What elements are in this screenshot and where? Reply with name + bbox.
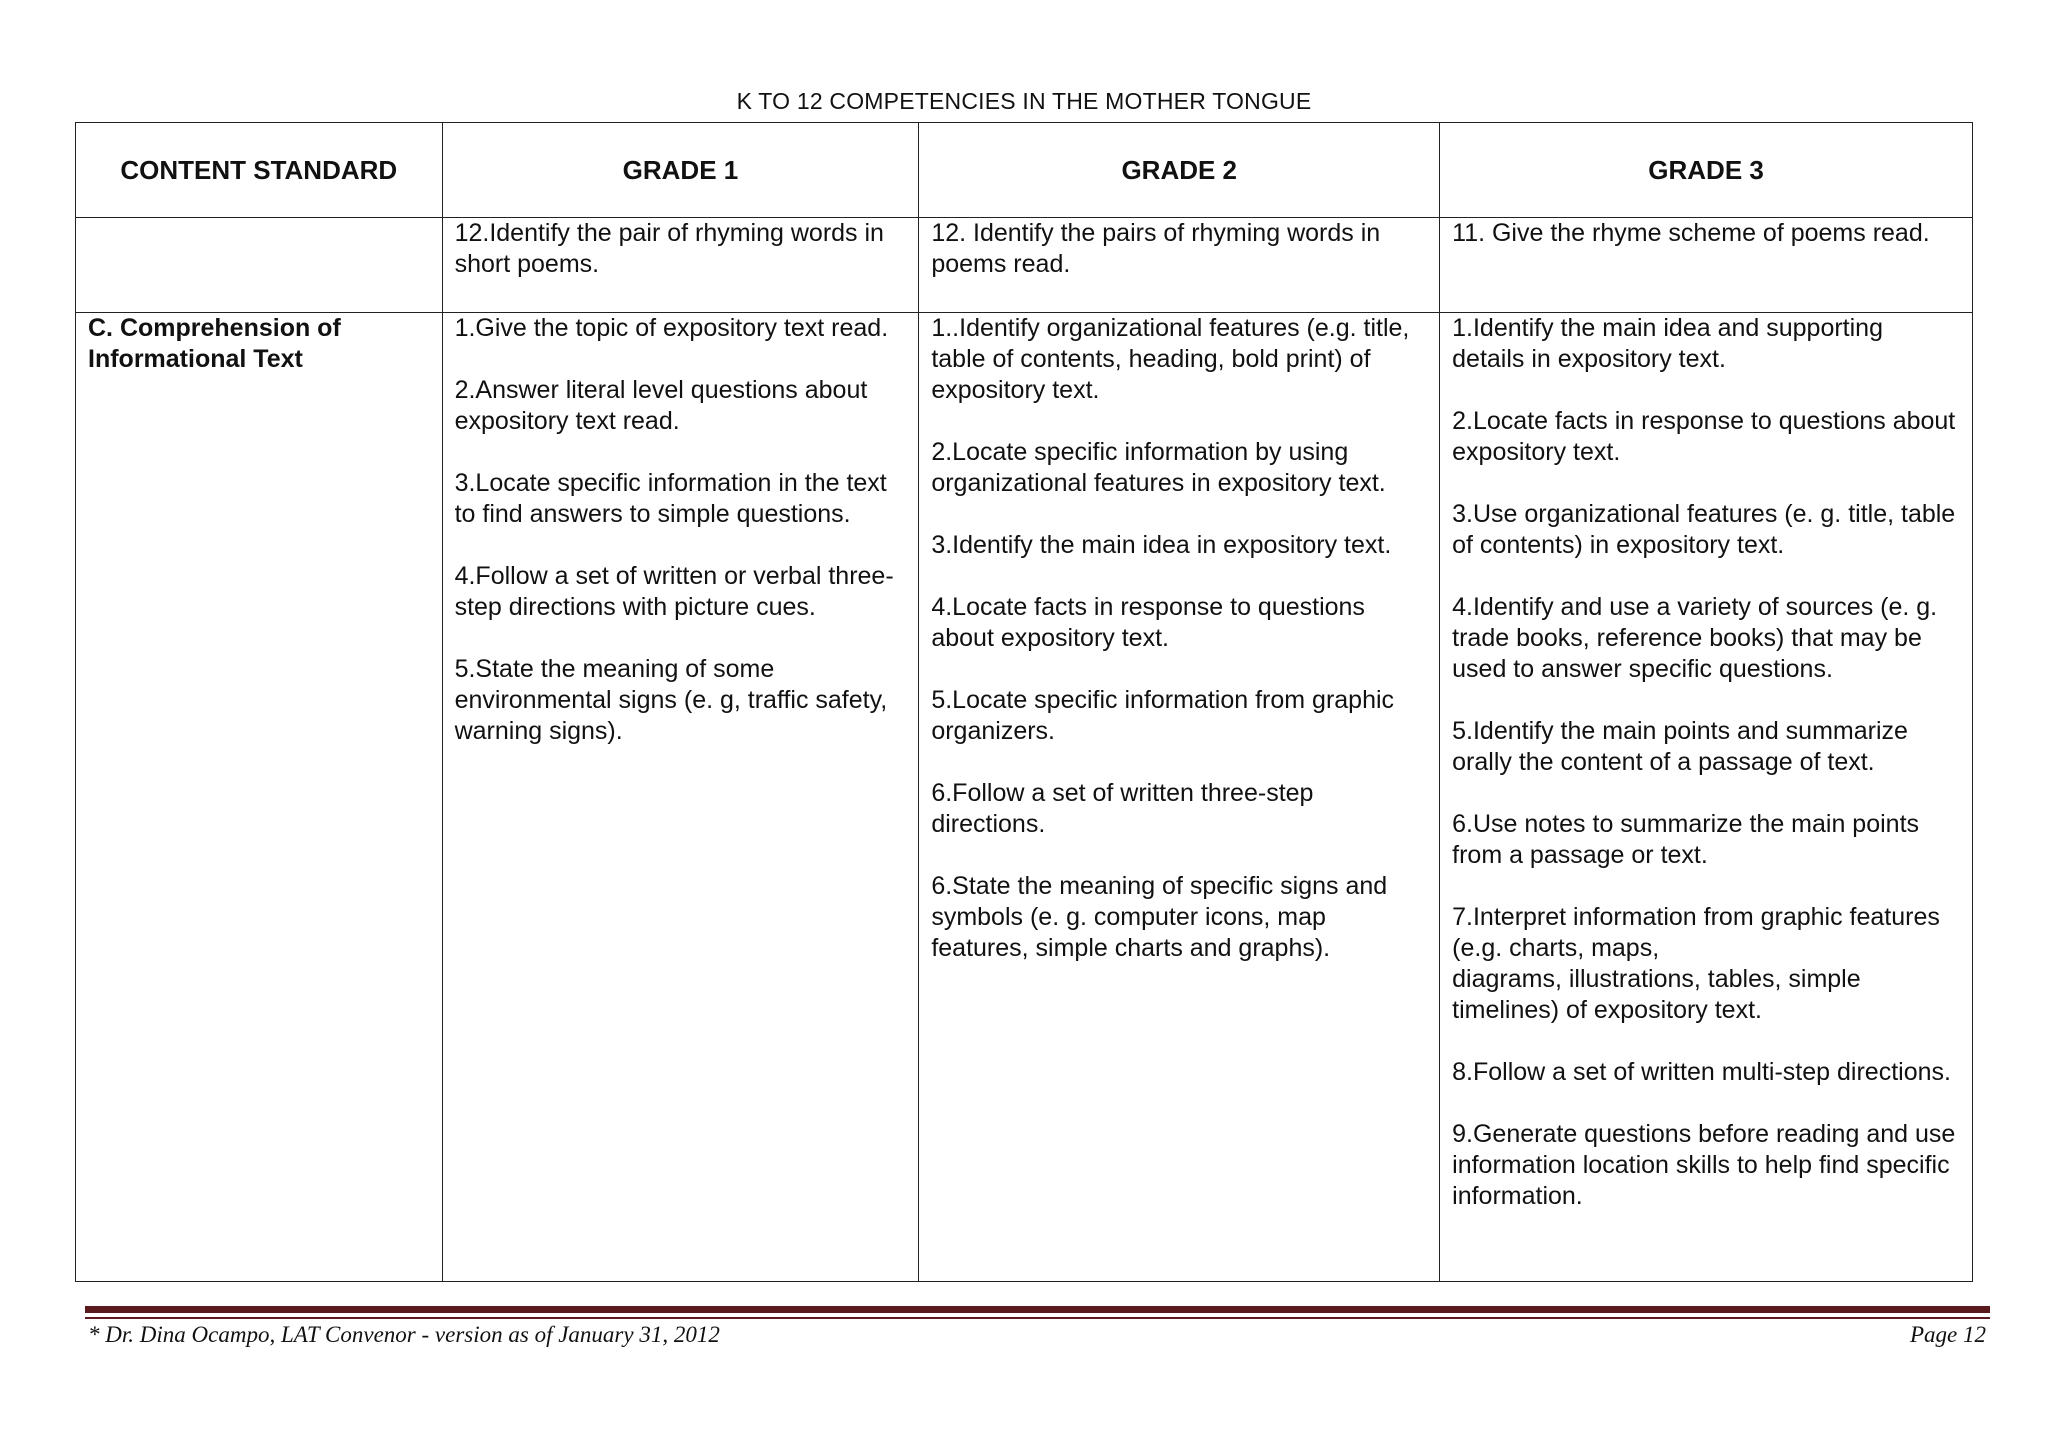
competency-item: 1.Give the topic of expository text read. — [454, 314, 889, 342]
competency-item: 6.Follow a set of written three-step directions. — [931, 779, 1314, 838]
header-content-standard: CONTENT STANDARD — [76, 123, 443, 218]
grade-1-list — [443, 313, 919, 747]
competency-item: 5.State the meaning of some environmental signs (e. g, traffic safety, warning signs). — [454, 655, 888, 745]
footer-divider-thin — [85, 1317, 1990, 1319]
table-header-row — [76, 123, 1973, 218]
grade-3-cell — [1440, 313, 1973, 1282]
grade-2-cell — [919, 218, 1440, 313]
competency-item: 3.Locate specific information in the text to find answers to simple questions. — [454, 469, 887, 528]
standard-cell — [76, 218, 443, 313]
competency-item: 6.Use notes to summarize the main points from a passage or text. — [1452, 810, 1920, 869]
competency-item: 2.Locate specific information by using organizational features in expository text. — [931, 438, 1386, 497]
page-number: Page 12 — [1909, 1322, 1986, 1347]
table-row — [76, 313, 1973, 1282]
competency-item: 4.Identify and use a variety of sources (e. g. trade books, reference books) that may be used to answer specific questions. — [1452, 593, 1938, 683]
grade-3-list — [1440, 313, 1972, 1212]
competency-item: 4.Follow a set of written or verbal three-step directions with picture cues. — [454, 562, 894, 621]
header-grade-2: GRADE 2 — [919, 123, 1440, 218]
grade-2-list — [919, 218, 1439, 280]
grade-2-cell — [919, 313, 1440, 1282]
standard-label: C. Comprehension of Informational Text — [88, 314, 341, 373]
competency-item: 12.Identify the pair of rhyming words in short poems. — [454, 219, 884, 278]
competency-item: 5.Identify the main points and summarize orally the content of a passage of text. — [1452, 717, 1908, 776]
competency-item: 1.Identify the main idea and supporting details in expository text. — [1452, 314, 1883, 373]
competency-item: 3.Use organizational features (e. g. title, table of contents) in expository text. — [1452, 500, 1956, 559]
competency-item: 2.Locate facts in response to questions about expository text. — [1452, 407, 1956, 466]
document-title: K TO 12 COMPETENCIES IN THE MOTHER TONGUE — [736, 88, 1312, 114]
standard-cell — [76, 313, 443, 1282]
competency-item: 2.Answer literal level questions about expository text read. — [454, 376, 868, 435]
competency-item: 12. Identify the pairs of rhyming words in poems read. — [931, 219, 1381, 278]
grade-3-cell — [1440, 218, 1973, 313]
competency-item: 4.Locate facts in response to questions about expository text. — [931, 593, 1365, 652]
grade-1-list — [443, 218, 919, 280]
table-row — [76, 218, 1973, 313]
competency-item: 7.Interpret information from graphic features (e.g. charts, maps, diagrams, illustrations, tables, simple timelines) of expository text. — [1452, 903, 1940, 1024]
competencies-table — [75, 122, 1973, 1282]
grade-2-list — [919, 313, 1439, 964]
competency-item: 5.Locate specific information from graphic organizers. — [931, 686, 1395, 745]
competency-item: 9.Generate questions before reading and use information location skills to help find specific information. — [1452, 1120, 1956, 1210]
competency-item: 8.Follow a set of written multi-step directions. — [1452, 1058, 1951, 1086]
grade-1-cell — [442, 313, 919, 1282]
competency-item: 11. Give the rhyme scheme of poems read. — [1452, 219, 1930, 247]
footer-divider-thick — [85, 1306, 1990, 1313]
grade-1-cell — [442, 218, 919, 313]
header-grade-1: GRADE 1 — [442, 123, 919, 218]
header-grade-3: GRADE 3 — [1440, 123, 1973, 218]
competency-item: 3.Identify the main idea in expository text. — [931, 531, 1392, 559]
competency-item: 1..Identify organizational features (e.g. title, table of contents, heading, bold print) of expository text. — [931, 314, 1410, 404]
footer-author: * Dr. Dina Ocampo, LAT Convenor - version as of January 31, 2012 — [88, 1322, 720, 1347]
grade-3-list — [1440, 218, 1972, 249]
competency-item: 6.State the meaning of specific signs and symbols (e. g. computer icons, map features, simple charts and graphs). — [931, 872, 1388, 962]
